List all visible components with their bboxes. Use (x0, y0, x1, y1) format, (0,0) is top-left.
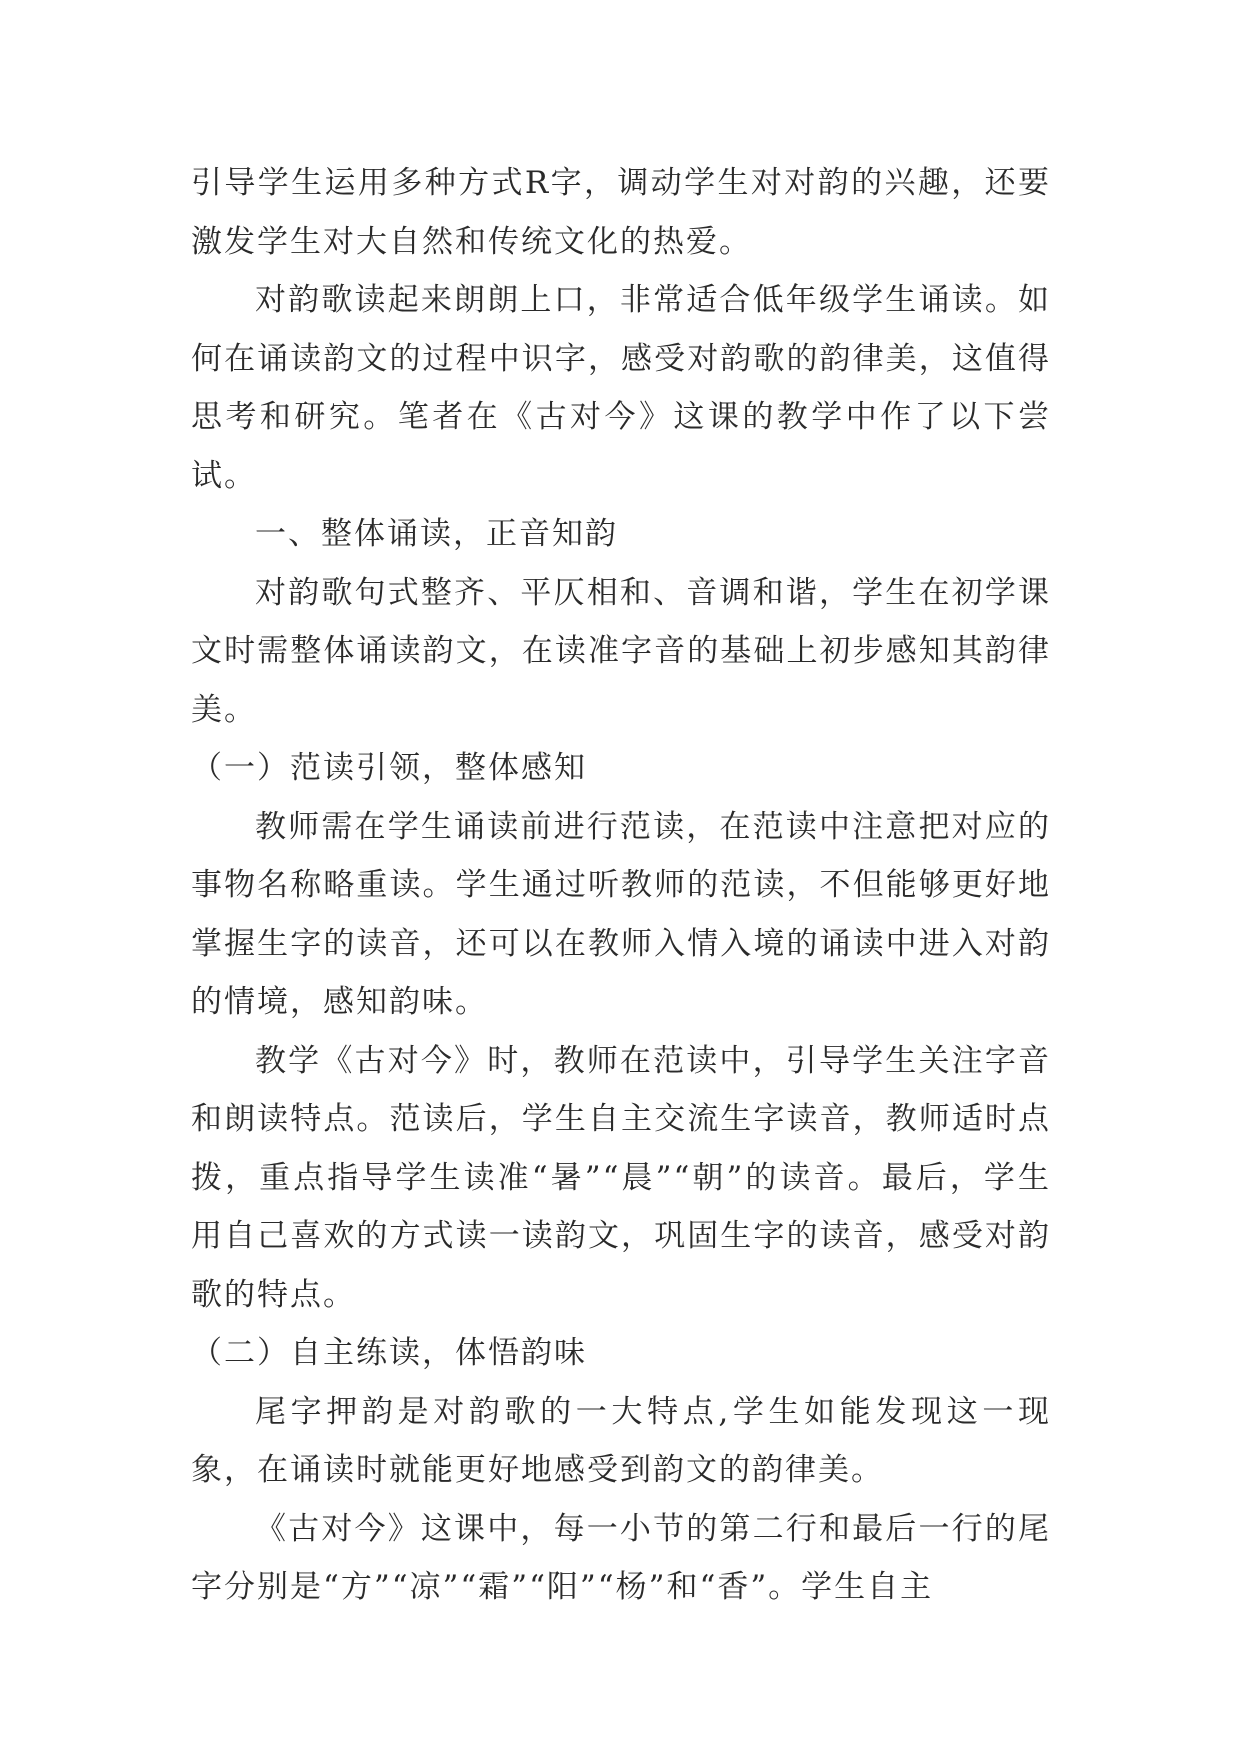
paragraph-intro: 对韵歌读起来朗朗上口，非常适合低年级学生诵读。如何在诵读韵文的过程中识字，感受对韵歌的韵律美，这值得思考和研究。笔者在《古对今》这课的教学中作了以下尝试。 (191, 282, 1051, 494)
paragraph-rhyme-example: 《古对今》这课中，每一小节的第二行和最后一行的尾字分别是“方”“凉”“霜”“阳”“杨”和“香”。学生自主 (191, 1510, 1051, 1605)
subsection-heading-1: （一）范读引领，整体感知 (191, 750, 587, 786)
document-body (191, 154, 1051, 1617)
paragraph-teaching-example: 教学《古对今》时，教师在范读中，引导学生关注字音和朗读特点。范读后，学生自主交流生字读音，教师适时点拨，重点指导学生读准“暑”“晨”“朝”的读音。最后，学生用自己喜欢的方式读一读韵文，巩固生字的读音，感受对韵歌的特点。 (191, 1042, 1051, 1313)
paragraph-rhyme: 尾字押韵是对韵歌的一大特点,学生如能发现这一现象，在诵读时就能更好地感受到韵文的韵律美。 (191, 1393, 1051, 1488)
subsection-heading-2: （二）自主练读，体悟韵味 (191, 1335, 587, 1371)
section-heading-1: 一、整体诵读，正音知韵 (255, 516, 618, 552)
paragraph-continuation: 引导学生运用多种方式R字，调动学生对对韵的兴趣，还要激发学生对大自然和传统文化的热爱。 (191, 165, 1051, 260)
paragraph-section-1: 对韵歌句式整齐、平仄相和、音调和谐，学生在初学课文时需整体诵读韵文，在读准字音的基础上初步感知其韵律美。 (191, 574, 1051, 728)
paragraph-model-reading: 教师需在学生诵读前进行范读，在范读中注意把对应的事物名称略重读。学生通过听教师的范读，不但能够更好地掌握生字的读音，还可以在教师入情入境的诵读中进入对韵的情境，感知韵味。 (191, 808, 1051, 1020)
